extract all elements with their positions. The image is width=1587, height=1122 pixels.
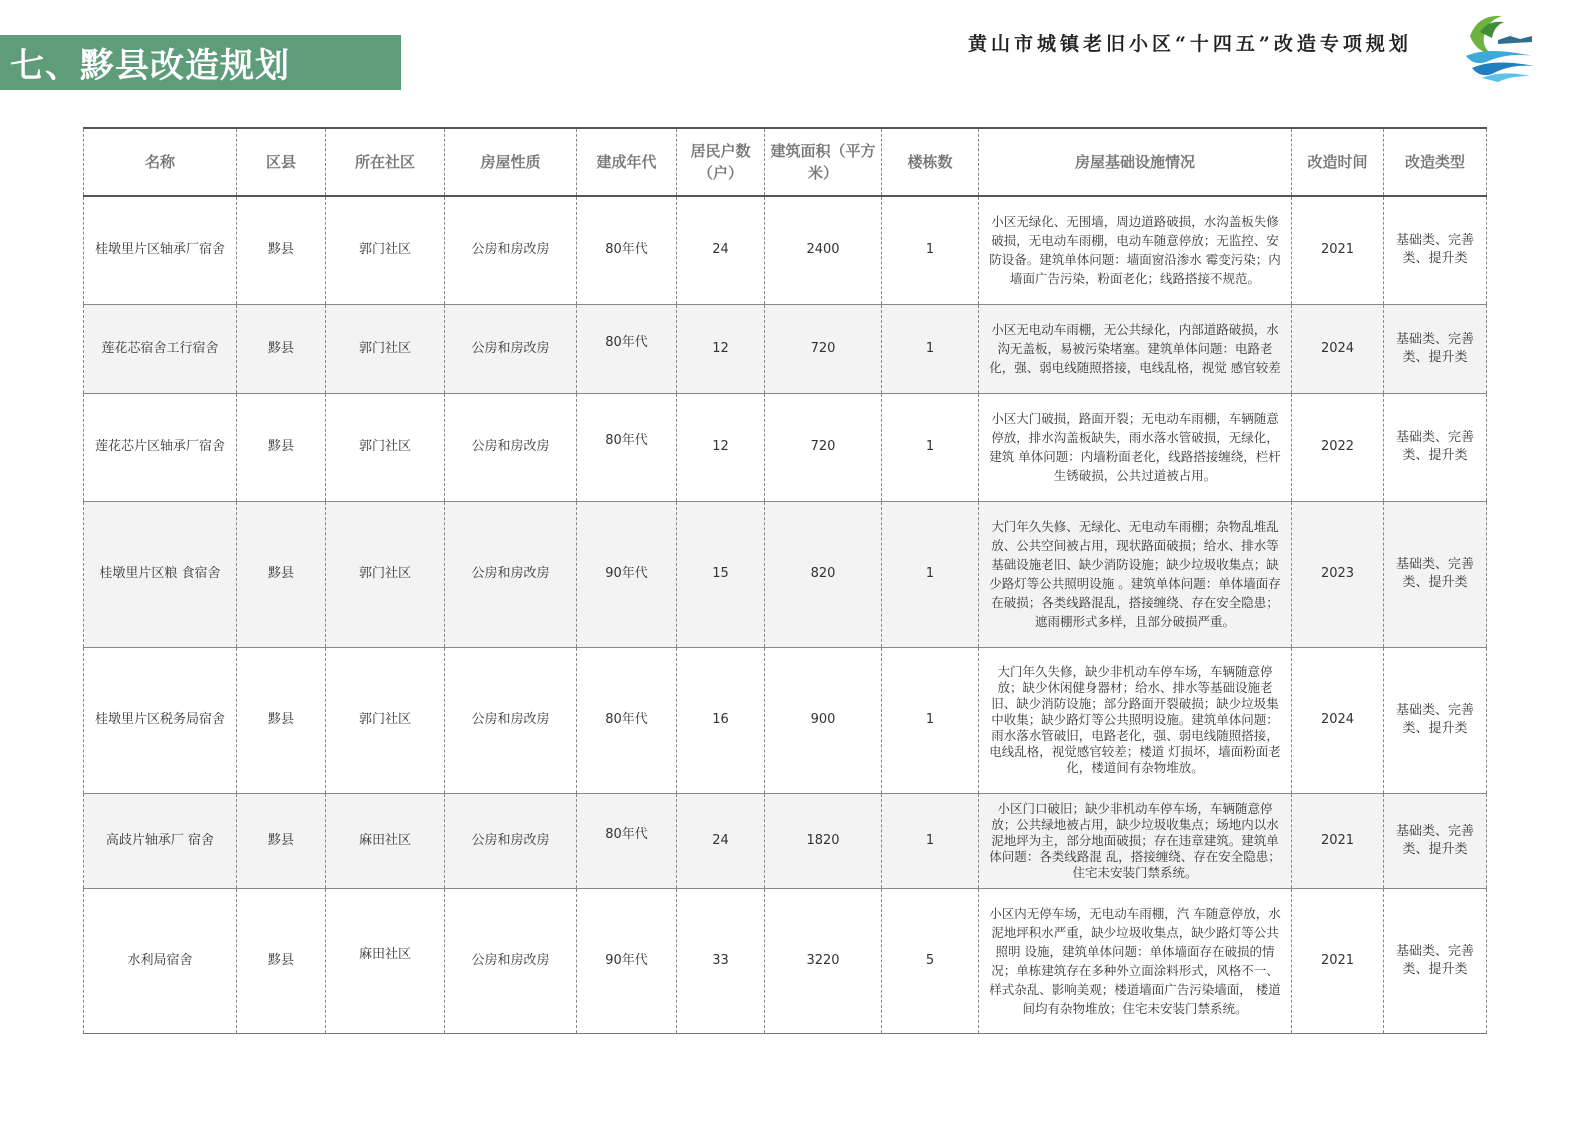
cell-area: 720 <box>765 393 882 501</box>
cell-property: 公房和房改房 <box>445 304 577 393</box>
cell-name: 高歧片轴承厂 宿舍 <box>84 793 237 888</box>
header-property: 房屋性质 <box>445 128 577 196</box>
cell-buildings: 5 <box>882 888 979 1033</box>
cell-type: 基础类、完善类、提升类 <box>1384 793 1487 888</box>
table-row <box>84 647 1487 793</box>
cell-year: 2024 <box>1292 304 1384 393</box>
cell-area: 1820 <box>765 793 882 888</box>
cell-households: 12 <box>677 393 765 501</box>
cell-households: 24 <box>677 793 765 888</box>
cell-type: 基础类、完善类、提升类 <box>1384 304 1487 393</box>
cell-name: 水利局宿舍 <box>84 888 237 1033</box>
document-title: 黄山市城镇老旧小区“十四五”改造专项规划 <box>968 33 1412 55</box>
cell-name: 莲花芯片区轴承厂宿舍 <box>84 393 237 501</box>
cell-buildings: 1 <box>882 793 979 888</box>
cell-buildings: 1 <box>882 647 979 793</box>
cell-infrastructure: 小区门口破旧；缺少非机动车停车场，车辆随意停放；公共绿地被占用，缺少垃圾收集点；场地内以水泥地坪为主，部分地面破损；存在违章建筑。建筑单体问题：各类线路混 乱，搭接缠绕、存在安全隐患；住宅未安装门禁系统。 <box>979 793 1292 888</box>
cell-year: 2022 <box>1292 393 1384 501</box>
cell-property: 公房和房改房 <box>445 647 577 793</box>
cell-era: 80年代 <box>577 393 677 501</box>
header-community: 所在社区 <box>326 128 445 196</box>
cell-era: 80年代 <box>577 647 677 793</box>
cell-community: 郭门社区 <box>326 304 445 393</box>
cell-county: 黟县 <box>237 888 326 1033</box>
cell-buildings: 1 <box>882 196 979 304</box>
cell-year: 2021 <box>1292 793 1384 888</box>
cell-era: 80年代 <box>577 196 677 304</box>
cell-households: 15 <box>677 501 765 647</box>
cell-infrastructure: 大门年久失修、无绿化、无电动车雨棚；杂物乱堆乱放、公共空间被占用，现状路面破损；给水、排水等基础设施老旧、缺少消防设施；缺少垃圾收集点；缺少路灯等公共照明设施 。建筑单体问题：单体墙面存在破损；各类线路混乱，搭接缠绕、存在安全隐患；遮雨棚形式多样，且部分破损严重。 <box>979 501 1292 647</box>
cell-infrastructure: 小区大门破损，路面开裂；无电动车雨棚，车辆随意停放，排水沟盖板缺失，雨水落水管破损，无绿化，建筑 单体问题：内墙粉面老化，线路搭接缠绕，栏杆生锈破损，公共过道被占用。 <box>979 393 1292 501</box>
header-buildings: 楼栋数 <box>882 128 979 196</box>
table-row <box>84 393 1487 501</box>
header-infrastructure: 房屋基础设施情况 <box>979 128 1292 196</box>
cell-area: 720 <box>765 304 882 393</box>
cell-era: 80年代 <box>577 304 677 393</box>
cell-year: 2021 <box>1292 888 1384 1033</box>
cell-infrastructure: 大门年久失修，缺少非机动车停车场，车辆随意停放；缺少休闲健身器材；给水、排水等基础设施老旧、缺少消防设施；部分路面开裂破损；缺少垃圾集中收集；缺少路灯等公共照明设施。建筑单体问题：雨水落水管破旧，电路老化，强、弱电线随照搭接，电线乱格，视觉感官较差；楼道 灯损坏，墙面粉面老化，楼道间有杂物堆放。 <box>979 647 1292 793</box>
cell-name: 桂墩里片区税务局宿舍 <box>84 647 237 793</box>
cell-infrastructure: 小区内无停车场，无电动车雨棚，汽 车随意停放，水泥地坪积水严重，缺少垃圾收集点，缺少路灯等公共照明 设施，建筑单体问题：单体墙面存在破损的情况；单栋建筑存在多种外立面涂料形式，风格不一、样式杂乱、影响美观；楼道墙面广告污染墙面， 楼道间均有杂物堆放；住宅未安装门禁系统。 <box>979 888 1292 1033</box>
cell-households: 12 <box>677 304 765 393</box>
table-row <box>84 196 1487 304</box>
cell-era: 80年代 <box>577 793 677 888</box>
cell-county: 黟县 <box>237 304 326 393</box>
cell-property: 公房和房改房 <box>445 393 577 501</box>
table-row <box>84 793 1487 888</box>
table-header-row <box>84 128 1487 196</box>
cell-property: 公房和房改房 <box>445 196 577 304</box>
cell-type: 基础类、完善类、提升类 <box>1384 393 1487 501</box>
cell-year: 2021 <box>1292 196 1384 304</box>
cell-county: 黟县 <box>237 647 326 793</box>
header-era: 建成年代 <box>577 128 677 196</box>
huangshan-logo-icon <box>1458 6 1538 86</box>
cell-type: 基础类、完善类、提升类 <box>1384 647 1487 793</box>
cell-households: 16 <box>677 647 765 793</box>
section-title: 七、黟县改造规划 <box>0 35 401 90</box>
cell-name: 桂墩里片区轴承厂宿舍 <box>84 196 237 304</box>
cell-area: 3220 <box>765 888 882 1033</box>
cell-community: 郭门社区 <box>326 647 445 793</box>
cell-buildings: 1 <box>882 304 979 393</box>
renovation-plan-table <box>83 127 1487 1034</box>
cell-county: 黟县 <box>237 793 326 888</box>
table-row <box>84 501 1487 647</box>
cell-era: 90年代 <box>577 888 677 1033</box>
cell-year: 2024 <box>1292 647 1384 793</box>
table-row <box>84 304 1487 393</box>
cell-community: 麻田社区 <box>326 793 445 888</box>
cell-type: 基础类、完善类、提升类 <box>1384 196 1487 304</box>
cell-type: 基础类、完善类、提升类 <box>1384 501 1487 647</box>
cell-county: 黟县 <box>237 393 326 501</box>
cell-name: 桂墩里片区粮 食宿舍 <box>84 501 237 647</box>
cell-buildings: 1 <box>882 393 979 501</box>
cell-households: 33 <box>677 888 765 1033</box>
cell-infrastructure: 小区无电动车雨棚，无公共绿化，内部道路破损，水沟无盖板，易被污染堵塞。建筑单体问题：电路老化，强、弱电线随照搭接，电线乱格，视觉 感官较差 <box>979 304 1292 393</box>
cell-community: 麻田社区 <box>326 888 445 1033</box>
table-row <box>84 888 1487 1033</box>
header-year: 改造时间 <box>1292 128 1384 196</box>
cell-property: 公房和房改房 <box>445 501 577 647</box>
cell-area: 2400 <box>765 196 882 304</box>
cell-property: 公房和房改房 <box>445 793 577 888</box>
cell-name: 莲花芯宿舍工行宿舍 <box>84 304 237 393</box>
header-name: 名称 <box>84 128 237 196</box>
cell-county: 黟县 <box>237 196 326 304</box>
cell-households: 24 <box>677 196 765 304</box>
cell-era: 90年代 <box>577 501 677 647</box>
cell-community: 郭门社区 <box>326 501 445 647</box>
cell-area: 820 <box>765 501 882 647</box>
cell-infrastructure: 小区无绿化、无围墙，周边道路破损，水沟盖板失修破损，无电动车雨棚，电动车随意停放；无监控、安防设备。建筑单体问题：墙面窗沿渗水 霉变污染；内墙面广告污染，粉面老化；线路搭接不规范。 <box>979 196 1292 304</box>
cell-property: 公房和房改房 <box>445 888 577 1033</box>
cell-buildings: 1 <box>882 501 979 647</box>
cell-year: 2023 <box>1292 501 1384 647</box>
cell-county: 黟县 <box>237 501 326 647</box>
cell-community: 郭门社区 <box>326 196 445 304</box>
cell-type: 基础类、完善类、提升类 <box>1384 888 1487 1033</box>
header-households: 居民户数（户） <box>677 128 765 196</box>
header-area: 建筑面积（平方米） <box>765 128 882 196</box>
cell-area: 900 <box>765 647 882 793</box>
header-type: 改造类型 <box>1384 128 1487 196</box>
cell-community: 郭门社区 <box>326 393 445 501</box>
header-county: 区县 <box>237 128 326 196</box>
